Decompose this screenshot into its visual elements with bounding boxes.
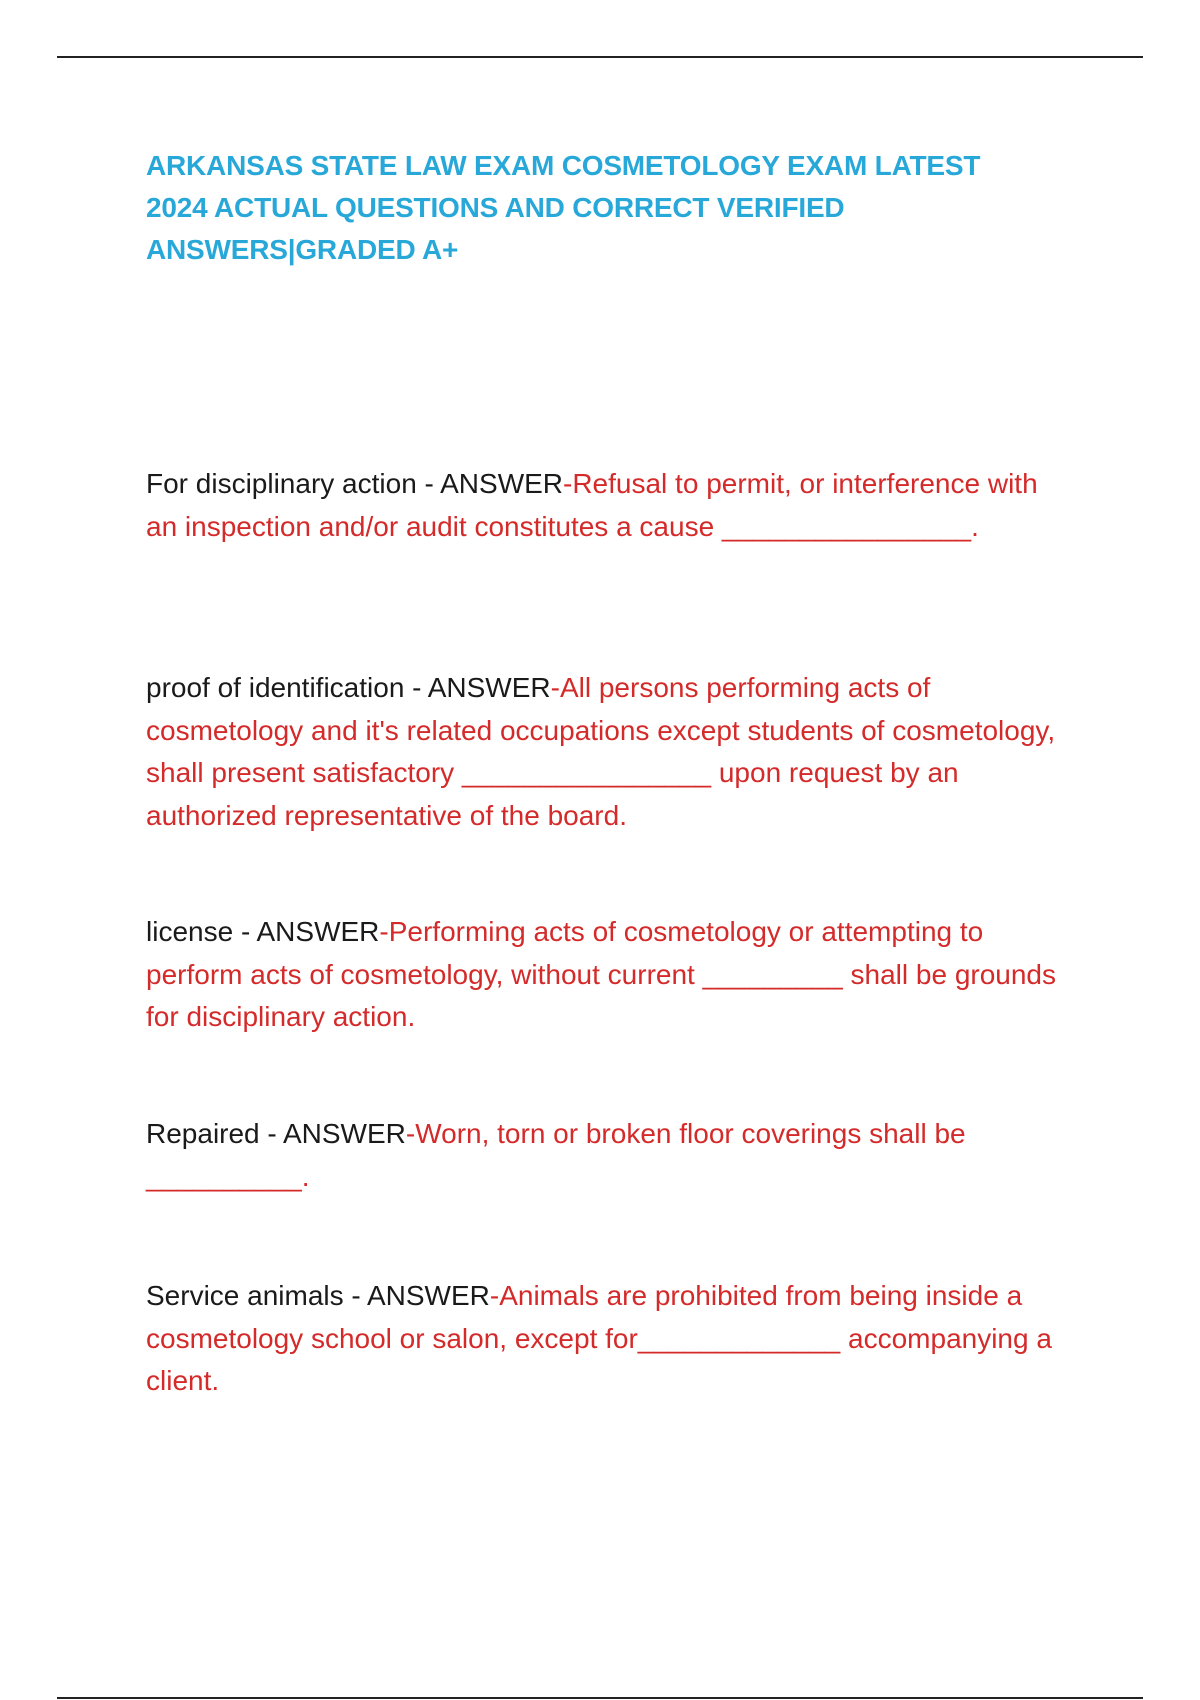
qa-term: Service animals xyxy=(146,1280,344,1311)
qa-term: proof of identification xyxy=(146,672,405,703)
qa-answer: -Performing acts of cosmetology or attempting to perform acts of cosmetology, without current _________ shall be grounds for disciplinary action. xyxy=(146,916,1056,1032)
qa-item-4 xyxy=(146,1113,1076,1198)
qa-answer: -Worn, torn or broken floor coverings shall be __________. xyxy=(146,1118,966,1192)
qa-item-3 xyxy=(146,911,1076,1039)
qa-answer-marker: - ANSWER xyxy=(259,1118,406,1149)
qa-item-5 xyxy=(146,1275,1076,1403)
qa-term: Repaired xyxy=(146,1118,260,1149)
qa-item-2 xyxy=(146,667,1076,837)
bottom-divider xyxy=(57,1697,1143,1699)
top-divider xyxy=(57,56,1143,58)
qa-answer: -All persons performing acts of cosmetology and it's related occupations except students of cosmetology, shall present satisfactory ________________ upon request by an authorized representative of the board. xyxy=(146,672,1056,831)
qa-item-1 xyxy=(146,463,1076,548)
document-title: ARKANSAS STATE LAW EXAM COSMETOLOGY EXAM LATEST 2024 ACTUAL QUESTIONS AND CORRECT VERIFIED ANSWERS|GRADED A+ xyxy=(146,150,981,265)
qa-term: For disciplinary action xyxy=(146,468,417,499)
qa-answer-marker: - ANSWER xyxy=(404,672,551,703)
qa-answer-marker: - ANSWER xyxy=(233,916,380,947)
qa-answer-marker: - ANSWER xyxy=(343,1280,490,1311)
qa-answer: -Refusal to permit, or interference with an inspection and/or audit constitutes a cause ________________. xyxy=(146,468,1038,542)
qa-answer-marker: - ANSWER xyxy=(416,468,564,499)
qa-answer: -Animals are prohibited from being inside a cosmetology school or salon, except for_____________ accompanying a client. xyxy=(146,1280,1052,1396)
qa-term: license xyxy=(146,916,234,947)
